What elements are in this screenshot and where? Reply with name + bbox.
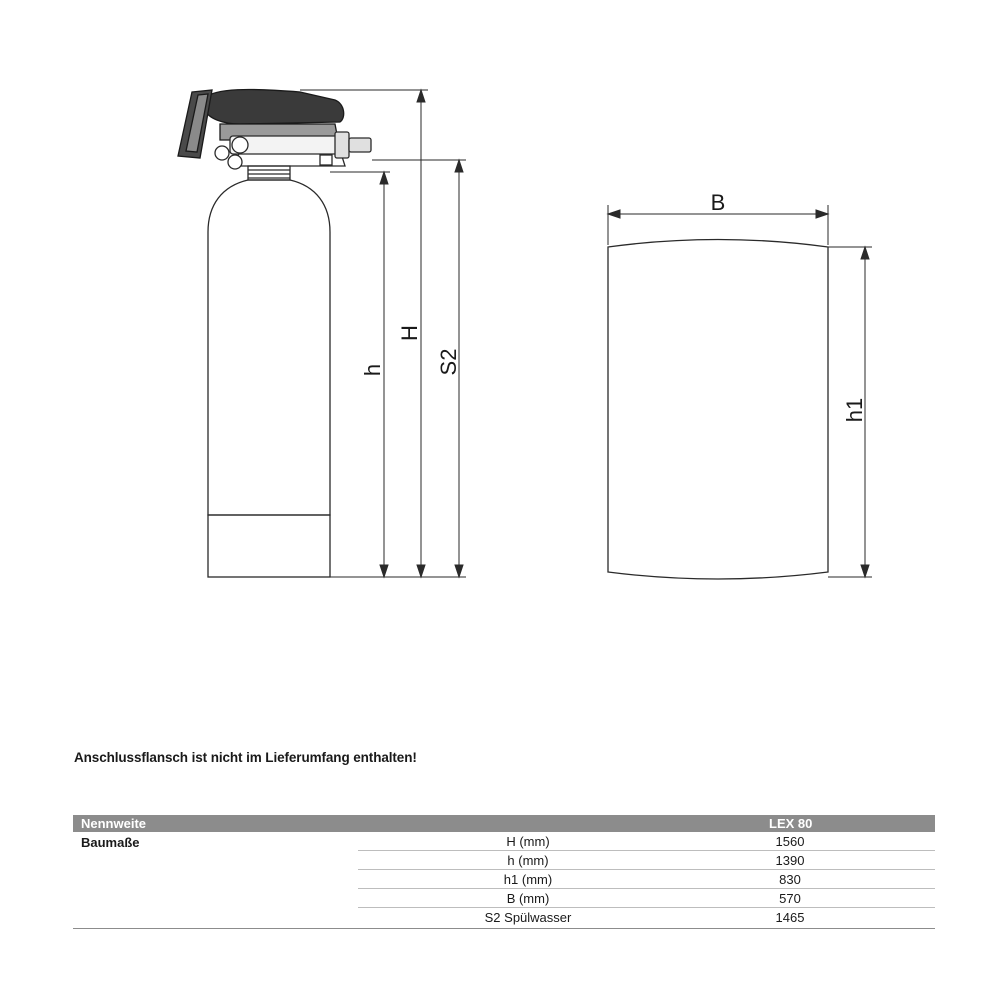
row-param: h1 (mm): [503, 872, 553, 887]
header-model: LEX 80: [769, 816, 813, 831]
row-param: h (mm): [507, 853, 549, 868]
dim-label-B: B: [710, 190, 726, 215]
filter-tank: [208, 166, 330, 577]
dim-label-S2: S2: [436, 348, 461, 376]
row-value: 830: [779, 872, 801, 887]
table-row: [358, 870, 935, 889]
table-row: [358, 832, 935, 851]
row-param: B (mm): [506, 891, 550, 906]
dimension-lines: [300, 90, 872, 577]
brine-tank: [608, 240, 828, 580]
row-value: 1560: [775, 834, 805, 849]
control-valve: [178, 90, 371, 169]
dim-label-h1: h1: [842, 397, 867, 423]
delivery-note: Anschlussflansch ist nicht im Lieferumfang enthalten!: [74, 750, 417, 765]
table-header: [73, 815, 935, 832]
row-value: 1390: [775, 853, 805, 868]
dim-label-h: h: [360, 363, 385, 377]
dim-label-H: H: [397, 325, 422, 341]
table-body: [73, 832, 935, 929]
table-row: [358, 889, 935, 908]
row-param: S2 Spülwasser: [484, 910, 572, 925]
row-param: H (mm): [506, 834, 550, 849]
table-row: [358, 851, 935, 870]
table-row: [358, 908, 935, 926]
header-nennweite: Nennweite: [81, 816, 147, 831]
row-value: 1465: [775, 910, 805, 925]
row-value: 570: [779, 891, 801, 906]
dimensions-table: [73, 815, 935, 929]
group-label-baumasse: Baumaße: [81, 835, 140, 850]
